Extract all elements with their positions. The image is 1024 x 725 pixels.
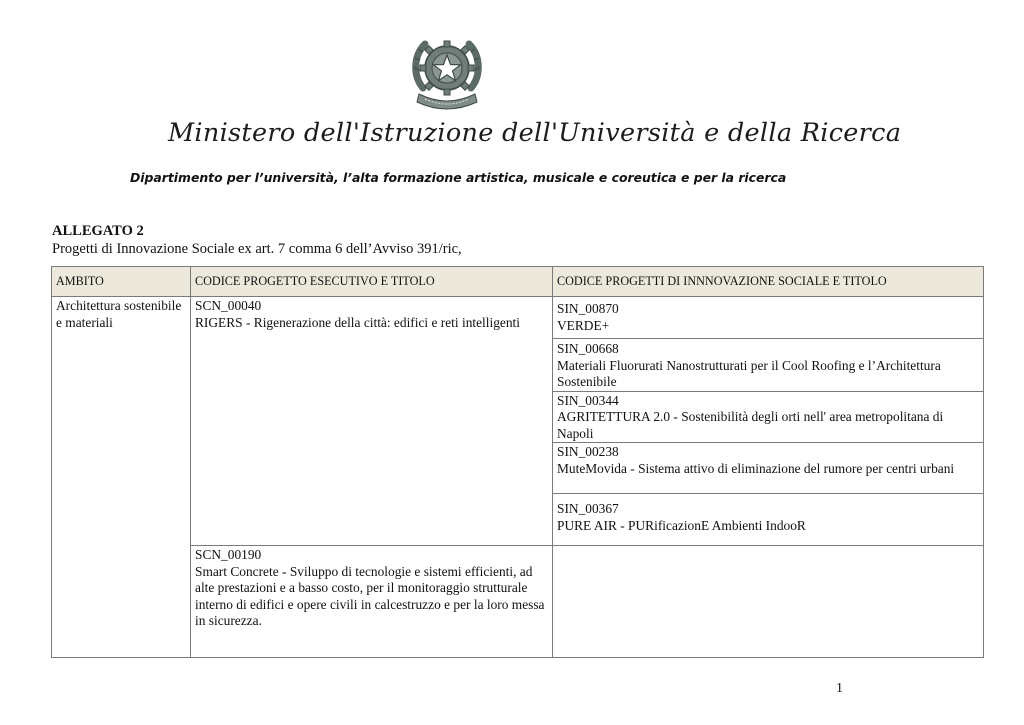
social-project-cell-empty — [553, 546, 984, 658]
ambito-text: Architettura sostenibile e materiali — [56, 298, 182, 330]
department-name: Dipartimento per l’università, l’alta formazione artistica, musicale e coreutica e per la ricerca — [130, 170, 787, 185]
column-header-ambito: AMBITO — [52, 267, 191, 297]
social-project-cell — [553, 494, 984, 546]
social-project-code: SIN_00668 — [557, 341, 619, 356]
social-project-cell — [553, 339, 984, 392]
social-project-code: SIN_00344 — [557, 392, 619, 408]
document-title: ALLEGATO 2 — [52, 223, 144, 239]
social-project-code: SIN_00367 — [557, 501, 619, 516]
social-project-cell — [553, 391, 984, 443]
social-project-title: VERDE+ — [557, 317, 610, 333]
executive-project-cell — [191, 546, 553, 658]
column-header-codice-progetti-sociale: CODICE PROGETTI DI INNNOVAZIONE SOCIALE E TITOLO — [553, 267, 984, 297]
executive-project-code: SCN_00190 — [195, 547, 262, 562]
projects-table — [51, 266, 984, 658]
social-project-title: AGRITETTURA 2.0 - Sostenibilità degli orti nell' area metropolitana di Napoli — [557, 409, 944, 441]
table-row — [52, 546, 984, 658]
ministry-name: Ministero dell'Istruzione dell'Università e della Ricerca — [168, 118, 902, 148]
social-project-title: PURE AIR - PURificazionE Ambienti IndooR — [557, 517, 806, 533]
social-project-cell — [553, 297, 984, 339]
social-project-title: MuteMovida - Sistema attivo di eliminazione del rumore per centri urbani — [557, 460, 955, 476]
ambito-cell — [52, 297, 191, 658]
executive-project-code: SCN_00040 — [195, 298, 262, 313]
executive-project-title: RIGERS - Rigenerazione della città: edifici e reti intelligenti — [195, 314, 520, 330]
document-subtitle: Progetti di Innovazione Sociale ex art. 7 comma 6 dell’Avviso 391/ric, — [52, 241, 462, 257]
executive-project-title: Smart Concrete - Sviluppo di tecnologie e sistemi efficienti, ad alte prestazioni e a basso costo, per il monitoraggio strutturale interno di edifici e opere civili in calcestruzzo e per la loro messa in sicurezza. — [195, 563, 545, 628]
republic-emblem-icon — [409, 30, 485, 114]
social-project-title: Materiali Fluorurati Nanostrutturati per il Cool Roofing e l’Architettura Sostenibile — [557, 357, 941, 389]
executive-project-cell — [191, 297, 553, 546]
social-project-code: SIN_00238 — [557, 444, 619, 459]
social-project-cell — [553, 443, 984, 494]
column-header-codice-progetto-esecutivo: CODICE PROGETTO ESECUTIVO E TITOLO — [191, 267, 553, 297]
page-number: 1 — [836, 681, 843, 696]
social-project-code: SIN_00870 — [557, 301, 619, 316]
table-row — [52, 297, 984, 339]
table-header-row — [52, 267, 984, 297]
